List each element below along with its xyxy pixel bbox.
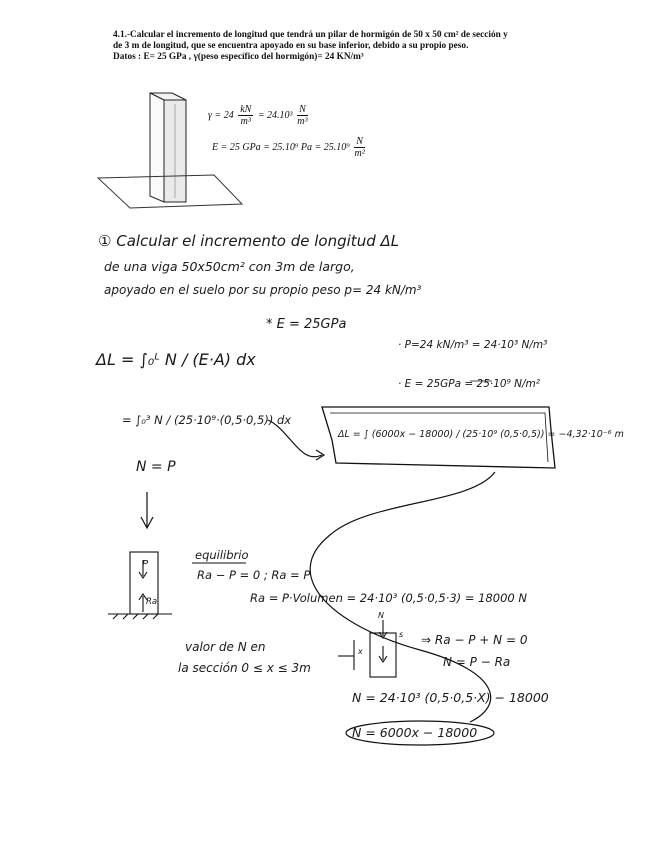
n-equals-p: N = P	[136, 459, 176, 475]
e-formula	[212, 136, 367, 159]
label-s: s	[399, 630, 404, 639]
e-line: E = 25 GPa = 25.10⁹ Pa = 25.10⁹	[212, 141, 350, 153]
heading-line-1: ① Calcular el incremento de longitud ΔL	[98, 232, 400, 250]
heading-line-3: apoyado en el suelo por su propio peso p= 24 kN/m³	[104, 283, 422, 297]
gamma-lhs: γ = 24	[208, 109, 234, 121]
implica-line-1: ⇒ Ra − P + N = 0	[421, 633, 528, 647]
valor-line-2: la sección 0 ≤ x ≤ 3m	[178, 661, 311, 675]
implica-line-2: N = P − Ra	[443, 655, 511, 669]
label-p: P	[142, 559, 149, 570]
e-unit-num: N	[356, 136, 363, 147]
integral-2: = ∫₀³ N / (25·10⁹·(0,5·0,5)) dx	[122, 413, 292, 427]
valor-line-1: valor de N en	[185, 640, 266, 654]
p-note: · P=24 kN/m³ = 24·10³ N/m³	[398, 339, 548, 351]
n-final: N = 6000x − 18000	[352, 725, 478, 740]
gamma-n: N	[299, 104, 306, 115]
section-sketch	[338, 620, 396, 677]
gamma-m3: m³	[297, 116, 308, 127]
label-n: N	[378, 611, 384, 620]
column-sketch	[108, 552, 172, 619]
heading-line-2: de una viga 50x50cm² con 3m de largo,	[104, 259, 355, 274]
data-line: Datos : E= 25 GPa , γ(peso específico del hormigón)= 24 KN/m³	[113, 52, 364, 63]
gamma-mid: = 24.10³	[257, 109, 293, 121]
delta-formula: ΔL = ∫₀ᴸ N / (E·A) dx	[96, 350, 256, 369]
gamma-formula	[208, 104, 310, 127]
ra-volumen: Ra = P·Volumen = 24·10³ (0,5·0,5·3) = 18000 N	[250, 591, 527, 605]
label-ra: Ra	[146, 597, 158, 607]
gamma-unit-num: kN	[240, 104, 252, 115]
e-note: * E = 25GPa	[266, 317, 347, 332]
gamma-unit-den: m³	[240, 116, 251, 127]
ra-equation: Ra − P = 0 ; Ra = P	[197, 568, 311, 582]
label-x: x	[358, 647, 363, 656]
statement-text: 4.1.-Calcular el incremento de longitud que tendrá un pilar de hormigón de 50 x 50 cm² de sección y de 3 m de longitud, que se encuentra apoyado en su base inferior, debido a su propio peso.	[113, 30, 508, 51]
boxed-result: ΔL = ∫ (6000x − 18000) / (25·10⁹ (0,5·0,5)) = −4,32·10⁻⁶ m	[338, 429, 624, 440]
n-equation-full: N = 24·10³ (0,5·0,5·X) − 18000	[352, 690, 549, 705]
equilibrio: equilibrio	[195, 548, 249, 562]
e-unit-den: m²	[354, 148, 365, 159]
e-note-2: · E = 25GPa = 25·10⁹ N/m²	[398, 378, 540, 390]
